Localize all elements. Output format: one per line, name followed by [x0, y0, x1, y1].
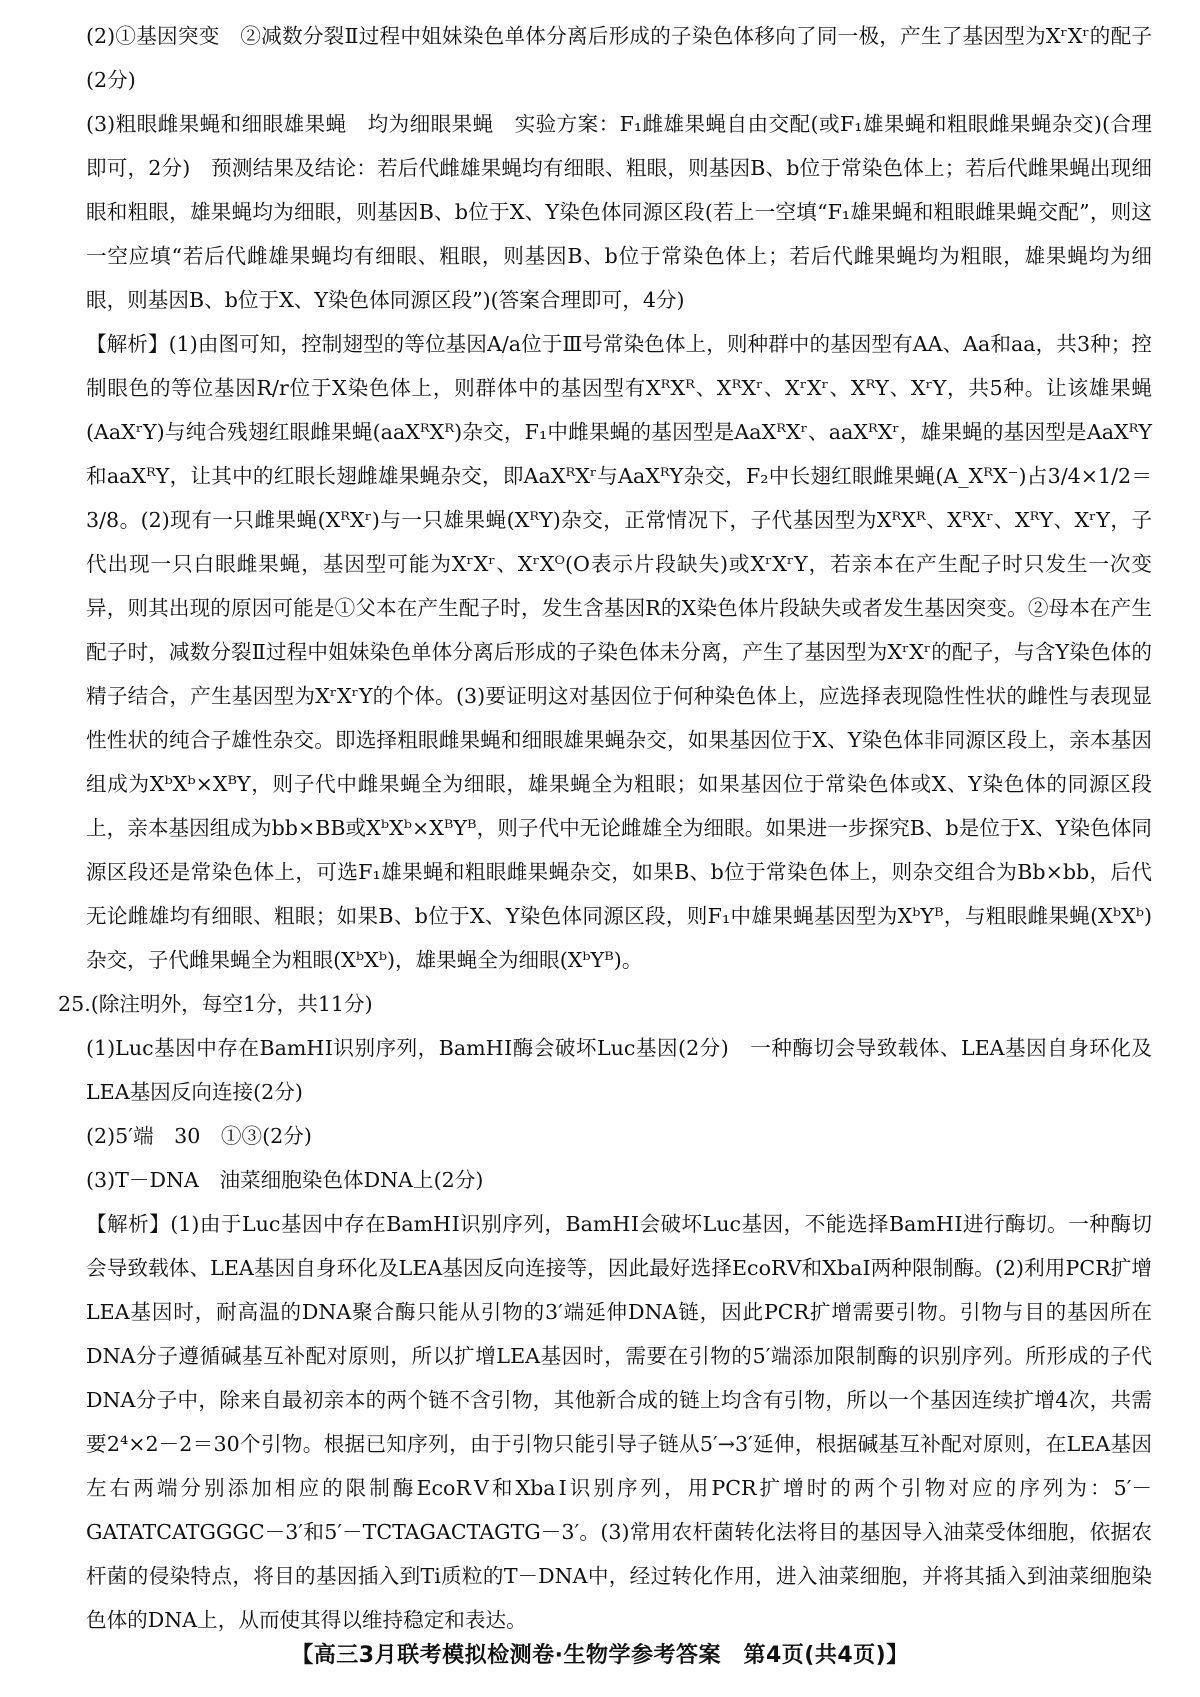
q25-answer-3: (3)T－DNA 油菜细胞染色体DNA上(2分): [86, 1168, 484, 1192]
q24-answer-3: (3)粗眼雌果蝇和细眼雄果蝇 均为细眼果蝇 实验方案：F₁雌雄果蝇自由交配(或F₁雄果蝇和粗眼雌果蝇杂交)(合理即可，2分) 预测结果及结论：若后代雌雄果蝇均有细眼、粗眼，则基因B、b位于常染色体上；若后代雌果蝇出现细眼和粗眼，雄果蝇均为细眼，则基因B、b位于X、Y染色体同源区段(若上一空填“F₁雄果蝇和粗眼雌果蝇交配”，则这一空应填“若后代雌雄果蝇均有细眼、粗眼，则基因B、b位于常染色体上；若后代雌果蝇均为粗眼，雄果蝇均为细眼，则基因B、b位于X、Y染色体同源区段”)(答案合理即可，4分): [86, 112, 1152, 312]
page-footer: 【高三3月联考模拟检测卷·生物学参考答案 第4页(共4页)】: [291, 1643, 909, 1668]
q25-answer-2: (2)5′端 30 ①③(2分): [86, 1124, 312, 1148]
q24-analysis: 【解析】(1)由图可知，控制翅型的等位基因A/a位于Ⅲ号常染色体上，则种群中的基因型有AA、Aa和aa，共3种；控制眼色的等位基因R/r位于X染色体上，则群体中的基因型有XᴿXᴿ、XᴿXʳ、XʳXʳ、XᴿY、XʳY，共5种。让该雄果蝇(AaXʳY)与纯合残翅红眼雌果蝇(aaXᴿXᴿ)杂交，F₁中雌果蝇的基因型是AaXᴿXʳ、aaXᴿXʳ，雄果蝇的基因型是AaXᴿY和aaXᴿY，让其中的红眼长翅雌雄果蝇杂交，即AaXᴿXʳ与AaXᴿY杂交，F₂中长翅红眼雌果蝇(A_XᴿX⁻)占3/4×1/2＝3/8。(2)现有一只雌果蝇(XᴿXʳ)与一只雄果蝇(XᴿY)杂交，正常情况下，子代基因型为XᴿXᴿ、XᴿXʳ、XᴿY、XʳY，子代出现一只白眼雌果蝇，基因型可能为XʳXʳ、XʳXᴼ(O表示片段缺失)或XʳXʳY，若亲本在产生配子时只发生一次变异，则其出现的原因可能是①父本在产生配子时，发生含基因R的X染色体片段缺失或者发生基因突变。②母本在产生配子时，减数分裂Ⅱ过程中姐妹染色单体分离后形成的子染色体未分离，产生了基因型为XʳXʳ的配子，与含Y染色体的精子结合，产生基因型为XʳXʳY的个体。(3)要证明这对基因位于何种染色体上，应选择表现隐性性状的雌性与表现显性性状的纯合子雄性杂交。即选择粗眼雌果蝇和细眼雄果蝇杂交，如果基因位于X、Y染色体非同源区段上，亲本基因组成为XᵇXᵇ×XᴮY，则子代中雌果蝇全为细眼，雄果蝇全为粗眼；如果基因位于常染色体或X、Y染色体的同源区段上，亲本基因组成为bb×BB或XᵇXᵇ×XᴮYᴮ，则子代中无论雌雄全为细眼。如果进一步探究B、b是位于X、Y染色体同源区段还是常染色体上，可选F₁雄果蝇和粗眼雌果蝇杂交，如果B、b位于常染色体上，则杂交组合为Bb×bb，后代无论雌雄均有细眼、粗眼；如果B、b位于X、Y染色体同源区段，则F₁中雄果蝇基因型为XᵇYᴮ，与粗眼雌果蝇(XᵇXᵇ)杂交，子代雌果蝇全为粗眼(XᵇXᵇ)，雄果蝇全为细眼(XᵇYᴮ)。: [86, 332, 1152, 972]
q25-answer-1: (1)Luc基因中存在BamHⅠ识别序列，BamHⅠ酶会破坏Luc基因(2分) 一种酶切会导致载体、LEA基因自身环化及LEA基因反向连接(2分): [86, 1036, 1152, 1104]
q25-header: 25.(除注明外，每空1分，共11分): [58, 992, 373, 1016]
q25-analysis: 【解析】(1)由于Luc基因中存在BamHⅠ识别序列，BamHⅠ会破坏Luc基因，不能选择BamHⅠ进行酶切。一种酶切会导致载体、LEA基因自身环化及LEA基因反向连接等，因此最好选择EcoRⅤ和XbaⅠ两种限制酶。(2)利用PCR扩增LEA基因时，耐高温的DNA聚合酶只能从引物的3′端延伸DNA链，因此PCR扩增需要引物。引物与目的基因所在DNA分子遵循碱基互补配对原则，所以扩增LEA基因时，需要在引物的5′端添加限制酶的识别序列。所形成的子代DNA分子中，除来自最初亲本的两个链不含引物，其他新合成的链上均含有引物，所以一个基因连续扩增4次，共需要2⁴×2－2＝30个引物。根据已知序列，由于引物只能引导子链从5′→3′延伸，根据碱基互补配对原则，在LEA基因左右两端分别添加相应的限制酶EcoRⅤ和XbaⅠ识别序列，用PCR扩增时的两个引物对应的序列为：5′－GATATCATGGGC－3′和5′－TCTAGACTAGTG－3′。(3)常用农杆菌转化法将目的基因导入油菜受体细胞，依据农杆菌的侵染特点，将目的基因插入到Ti质粒的T－DNA中，经过转化作用，进入油菜细胞，并将其插入到油菜细胞染色体的DNA上，从而使其得以维持稳定和表达。: [86, 1212, 1152, 1632]
q24-answer-2: (2)①基因突变 ②减数分裂Ⅱ过程中姐妹染色单体分离后形成的子染色体移向了同一极，产生了基因型为XʳXʳ的配子(2分): [86, 24, 1152, 92]
